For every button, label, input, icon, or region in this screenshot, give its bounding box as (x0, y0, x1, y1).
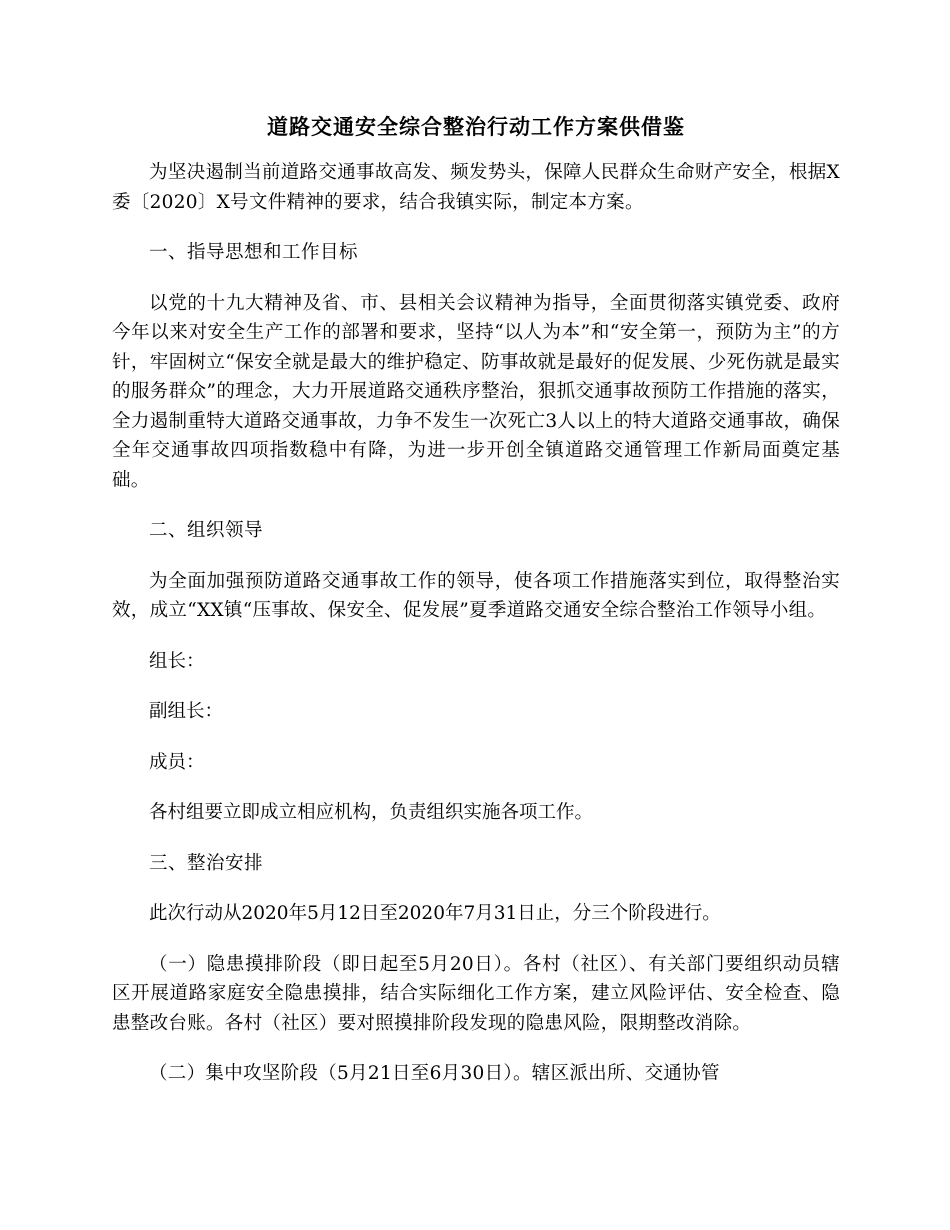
timeline-line: 此次行动从2020年5月12日至2020年7月31日止，分三个阶段进行。 (149, 903, 721, 924)
section-heading-arrangement: 三、整治安排 (149, 852, 264, 874)
group-leader-line: 组长： (149, 650, 205, 672)
document-title: 道路交通安全综合整治行动工作方案供借鉴 (267, 114, 685, 139)
members-line: 成员： (149, 751, 205, 773)
deputy-leader-line: 副组长： (149, 701, 224, 722)
guiding-ideology-paragraph: 以党的十九大精神及省、市、县相关会议精神为指导，全面贯彻落实镇党委、政府今年以来对安全生产工作的部署和要求，坚持“以人为本”和“安全第一，预防为主”的方针，牢固树立“保安全就是最大的维护稳定、防事故就是最好的促发展、少死伤就是最实的服务群众”的理念，大力开展道路交通秩序整治，狠抓交通事故预防工作措施的落实，全力遏制重特大道路交通事故，力争不发生一次死亡3人以上的特大道路交通事故，确保全年交通事故四项指数稳中有降，为进一步开创全镇道路交通管理工作新局面奠定基础。 (112, 292, 840, 491)
section-heading-organization: 二、组织领导 (149, 520, 264, 541)
stage-one-paragraph: （一）隐患摸排阶段（即日起至5月20日）。各村（社区）、有关部门要组织动员辖区开展道路家庭安全隐患摸排，结合实际细化工作方案，建立风险评估、安全检查、隐患整改台账。各村（社区）要对照摸排阶段发现的隐患风险，限期整改消除。 (112, 953, 840, 1034)
stage-two-paragraph: （二）集中攻坚阶段（5月21日至6月30日）。辖区派出所、交通协管 (149, 1063, 720, 1084)
intro-paragraph: 为坚决遏制当前道路交通事故高发、频发势头，保障人民群众生命财产安全，根据X委〔2020〕X号文件精神的要求，结合我镇实际，制定本方案。 (112, 162, 840, 213)
organization-paragraph: 为全面加强预防道路交通事故工作的领导，使各项工作措施落实到位，取得整治实效，成立“XX镇“压事故、保安全、促发展”夏季道路交通安全综合整治工作领导小组。 (112, 570, 840, 621)
section-heading-guiding-ideology: 一、指导思想和工作目标 (149, 242, 359, 263)
document-page (112, 112, 840, 1110)
village-groups-line: 各村组要立即成立相应机构，负责组织实施各项工作。 (149, 802, 594, 823)
